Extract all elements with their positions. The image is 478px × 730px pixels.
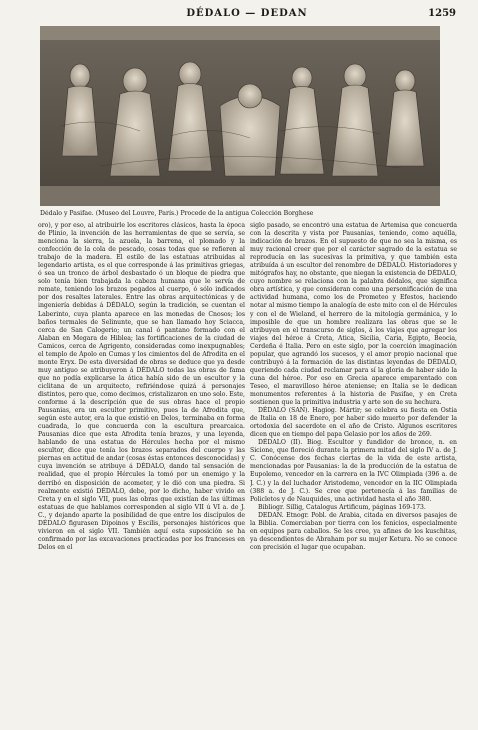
right-paragraph-1: siglo pasado, se encontró una estatua de Artemisa que concuerda con la descrita y vista por Pausanias, teniendo, como aquélla, indicación de brazos. En el supuesto de que no sea la misma, es muy racional creer que por el carácter sagrado de la estatua se reproducía en las sucesivas la primitiva, y que también esta atribuída á un escultor del renombre de DÉDALO. Historiadores y mitógrafos hay, no obstante, que niegan la existencia de DÉDALO, cuyo nombre se relaciona con la palabra dédalos, que significa obra artística, y que consideran como una personificación de una actividad humana, como los de Prometeo y Efestos, haciendo notar al mismo tiempo la analogía de este mito con el de Hércules y con el de Wieland, el herrero de la mitología germánica, y lo imposible de que un hombre realizara las obras que se le atribuyen en el transcurso de siglos, á los viajes que agregar los viajes del héroe á Creta, Atica, Sicilia, Caria, Egipto, Beocia, Cerdeña é Italia. Pero en este siglo, por la coerción imaginación popular, que agrandó los sucesos, y el amor propio nacional que contribuyó á la formación de las distintas leyendas de DÉDALO, queriendo cada ciudad reclamar para sí la gloria de haber sido la cuna del héroe. Por eso en Grecia aparece emparentado con Teseo, el maravilloso héroe ateniense; en Italia se le dedican monumentos referentes á la historia de Pasifae, y en Creta sostienen que la primitiva industria y arte son de su hechura.: [250, 222, 457, 407]
right-column: [250, 222, 457, 682]
relief-photograph: [40, 26, 440, 206]
page-number: 1259: [428, 8, 456, 19]
running-title: DÉDALO — DEDAN: [186, 8, 308, 19]
page-header: [38, 8, 456, 24]
left-paragraph-1: oro), y por eso, al atribuirle los escritores clásicos, hasta la época de Plinio, la invención de las herramientas de que se servía, se menciona la sierra, la azuela, la barrena, el plomado y la confección de la cola de pescado, cosas todas que se refieren al trabajo de la madera. El estilo de las estatuas atribuidas al legendario artista, es el que corresponde á las primitivas griegas, ó sea un tronco de árbol desbastado ó un bloque de piedra que solo tenía bien trabajada la cabeza humana que le servía de remate, teniendo los brazos pegados al cuerpo, ó sólo indicados por dos resaltes laterales. Entre las obras arquitectónicas y de ingeniería debidas á DÉDALO, según la tradición, se cuentan el Laberinto, cuya planta aparece en las monedas de Cnosos; los baños termales de Selinunte, que se han llamado hoy Sciacca, cerca de San Calogerio; un canal ó pantano formado con el Alaban en Megara de Hiblea; las fortificaciones de la ciudad de Camicos, cerca de Agrigento, consideradas como inexpugnables; el templo de Apolo en Cumas y los cimientos del de Afrodita en el monte Eryx. De esta diversidad de obras se deduce que ya desde muy antiguo se atribuyeron á DÉDALO todas las obras de fama que no podía explicarse la ática había sido de un escultor y la ciclitana de un arquitecto, refiriéndose quizá á personajes distintos, pero que, como decimos, cristalizaron en uno solo. Este, conforme á la descripción que de sus obras hace el propio Pausanias, era un escultor primitivo, pues la de Afrodita que, según este autor, era la que existió en Delos, terminaba en forma cuadrada, lo que concuerda con la escultura prearcaica. Pausanias dice que esta Afrodita tenía brazos, y una leyenda, hablando de una estatua de Hércules hecha por el mismo escultor, dice que tenía los brazos separados del cuerpo y las piernas en actitud de andar (cosas éstas entonces desconocidas) y cuya invención se atribuye á DÉDALO, dando tal sensación de realidad, que el propio Hércules la tomó por un enemigo y la derribó en disposición de acometer, y le dió con una piedra. Si realmente existió DÉDALO, debe, por lo dicho, haber vivido en Creta y en el siglo VII, pues las obras que existían de las últimas estatuas de que hablamos corresponden al siglo VII ú VI a. de J. C., y dejando aparte la posibilidad de que entre los discípulos de DÉDALO figurasen Dipoinos y Escilis, personajes históricos que vivieron en el siglo VII. También aquí esta suposición se ha confirmado por las excavaciones practicadas por los franceses en Delos en el: [38, 222, 245, 551]
entry-dedan: DEDAN. Etnogr. Pobl. de Arabia, citada en diversos pasajes de la Biblia. Comerciaban por tierra con los fenicios, especialmente en equipos para caballos. Se les cree, ya afines de los kuschitas, ya descendientes de Abraham por su mujer Ketura. No se conoce con precisión el lugar que ocupaban.: [250, 511, 457, 551]
entry-dedalo-san: DÉDALO (SAN). Hagiog. Mártir; se celebra su fiesta en Ostia de Italia en 18 de Enero, por haber sido muerto por defender la ortodoxia del sacerdote en el año de Cristo. Algunos escritores dicen que en tiempo del papa Gelasio por los años de 269.: [250, 407, 457, 439]
entry-dedalo-ii: DÉDALO (II). Biog. Escultor y fundidor de bronce, n. en Sicione, que floreció durante la primera mitad del siglo IV a. de J. C. Conócense dos fechas ciertas de la vida de este artista, mencionadas por Pausanias: la de la producción de la estatua de Eupolemo, vencedor en la carrera en la IVC Olimpiada (396 a. de J. C.) y la del luchador Aristodemo, vencedor en la IIC Olimpiada (388 a. de J. C.). Se cree que pertenecía á las familias de Policletos y de Nauquides, una actividad hasta el año 380.: [250, 439, 457, 503]
relief-illustration: [40, 26, 440, 206]
bibliography-entry: Bibliogr. Sillig, Catalogus Artificum, páginas 169-173.: [258, 503, 426, 511]
figure-caption: Dédalo y Pasifae. (Museo del Louvre, París.) Procede de la antigua Colección Borghese: [40, 210, 314, 217]
left-column: [38, 222, 245, 722]
